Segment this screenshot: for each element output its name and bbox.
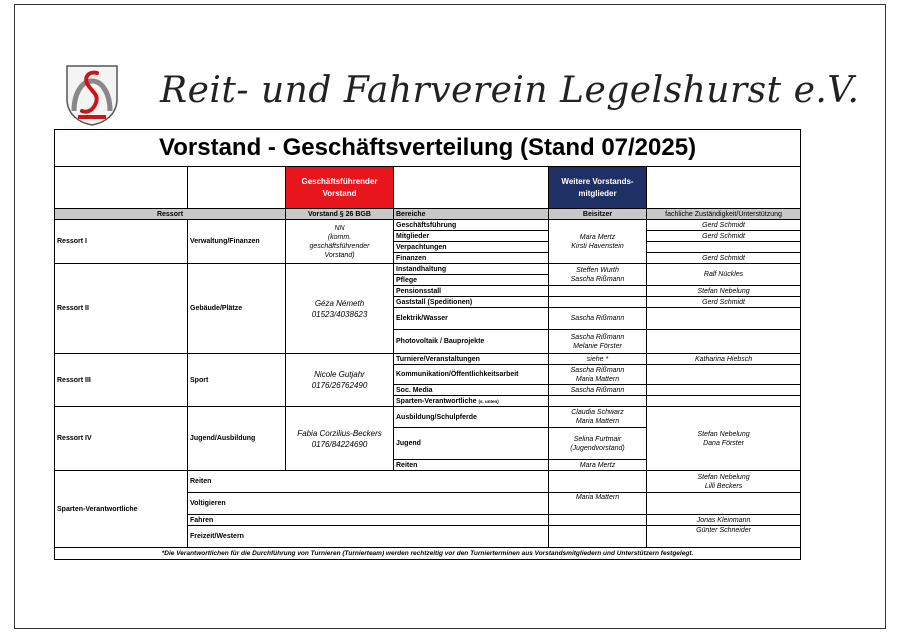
ressort-2-beisitzer: Steffen Wurth Sascha Rißmann [549, 264, 647, 286]
bereich-item: Pensionsstall [394, 286, 549, 297]
bereich-item [394, 396, 549, 407]
bereich-item: Soc. Media [394, 385, 549, 396]
bereich-item: Jugend [394, 428, 549, 460]
bereich-item: Gaststall (Speditionen) [394, 297, 549, 308]
bereich-item: Mitglieder [394, 231, 549, 242]
weitere-header: Weitere Vorstands-mitglieder [549, 167, 647, 209]
ressort-3-name: Ressort III [55, 354, 188, 407]
bereich-item: Geschäftsführung [394, 220, 549, 231]
bereich-item: Reiten [394, 460, 549, 471]
empty-cell [549, 471, 647, 493]
sparte-item: Voltigieren [188, 493, 549, 515]
header-empty-2 [188, 167, 286, 209]
club-crest-icon [64, 63, 120, 127]
empty-cell [549, 286, 647, 297]
col-vorstand: Vorstand § 26 BGB [286, 209, 394, 220]
empty-cell [549, 526, 647, 548]
bereich-item: Verpachtungen [394, 242, 549, 253]
bereich-item: Photovoltaik / Bauprojekte [394, 330, 549, 354]
fach-item: Gerd Schmidt [647, 253, 801, 264]
club-name: Reit- und Fahrverein Legelshurst e.V. [160, 70, 860, 111]
bereich-item: Elektrik/Wasser [394, 308, 549, 330]
sparten-name: Sparten-Verantwortliche [55, 471, 188, 548]
sparte-item: Fahren [188, 515, 549, 526]
ressort-1-area: Verwaltung/Finanzen [188, 220, 286, 264]
col-fachlich: fachliche Zuständigkeit/Unterstützung [647, 209, 801, 220]
col-bereiche: Bereiche [394, 209, 549, 220]
ressort-3-area: Sport [188, 354, 286, 407]
footnote: *Die Verantwortlichen für die Durchführung von Turnieren (Turnierteam) werden rechtzeitig vor den Turnierterminen aus Vorstandsmitgliedern und Unterstützern festgelegt. [55, 548, 801, 560]
fach-item [647, 242, 801, 253]
ressort-1-vorstand: NN (komm. geschäftsführender Vorstand) [286, 220, 394, 264]
fach-item: Günter Schneider [647, 526, 801, 548]
fach-item: Gerd Schmidt [647, 297, 801, 308]
bereich-suffix: (s. unten) [478, 398, 499, 404]
beisitzer-item: Mara Mertz [549, 460, 647, 471]
ressort-2-area: Gebäude/Plätze [188, 264, 286, 354]
sparte-item: Reiten [188, 471, 549, 493]
empty-cell [647, 308, 801, 330]
fach-item: Ralf Nückles [647, 264, 801, 286]
header-empty-1 [55, 167, 188, 209]
ressort-4-vorstand: Fabia Corzilius-Beckers 0176/84224690 [286, 407, 394, 471]
fach-item: Katharina Hiebsch [647, 354, 801, 365]
fach-item: Stefan Nebelung Lilli Beckers [647, 471, 801, 493]
bereich-item: Turniere/Veranstaltungen [394, 354, 549, 365]
beisitzer-item: Sascha Rißmann Maria Mattern [549, 365, 647, 385]
fach-item: Gerd Schmidt [647, 231, 801, 242]
ressort-2-name: Ressort II [55, 264, 188, 354]
ressort-4-area: Jugend/Ausbildung [188, 407, 286, 471]
ressort-1-name: Ressort I [55, 220, 188, 264]
fach-item [647, 493, 801, 515]
beisitzer-item: Claudia Schwarz Maria Mattern [549, 407, 647, 428]
beisitzer-item: Sascha Rißmann [549, 308, 647, 330]
beisitzer-item: Sascha Rißmann [549, 385, 647, 396]
bereich-label: Sparten-Verantwortliche [396, 397, 477, 405]
sparte-item: Freizeit/Western [188, 526, 549, 548]
ressort-4-name: Ressort IV [55, 407, 188, 471]
ressort-1-beisitzer: Mara Mertz Kirsti Havenstein [549, 220, 647, 264]
empty-cell [549, 515, 647, 526]
empty-cell [647, 365, 801, 385]
empty-cell [549, 297, 647, 308]
fach-item: Jonas Kleinmann [647, 515, 801, 526]
col-ressort: Ressort [55, 209, 286, 220]
empty-cell [647, 385, 801, 396]
responsibility-table [54, 129, 801, 560]
empty-cell [647, 396, 801, 407]
fach-item: Stefan Nebelung [647, 286, 801, 297]
bereich-item: Finanzen [394, 253, 549, 264]
ressort-3-vorstand: Nicole Gutjahr 0176/26762490 [286, 354, 394, 407]
bereich-item: Pflege [394, 275, 549, 286]
bereich-item: Ausbildung/Schulpferde [394, 407, 549, 428]
beisitzer-item: Sascha Rißmann Melanie Förster [549, 330, 647, 354]
header-empty-3 [394, 167, 549, 209]
beisitzer-item: Selina Furtmair (Jugendvorstand) [549, 428, 647, 460]
ressort-4-fach: Stefan Nebelung Dana Förster [647, 407, 801, 471]
page-title: Vorstand - Geschäftsverteilung (Stand 07/2025) [55, 130, 801, 167]
bereich-item: Kommunikation/Öffentlichkeitsarbeit [394, 365, 549, 385]
fach-item: Gerd Schmidt [647, 220, 801, 231]
header-empty-4 [647, 167, 801, 209]
beisitzer-item: siehe * [549, 354, 647, 365]
beisitzer-item: Maria Mattern [549, 493, 647, 515]
bereich-item: Instandhaltung [394, 264, 549, 275]
col-beisitzer: Beisitzer [549, 209, 647, 220]
gf-vorstand-header: Geschäftsführender Vorstand [286, 167, 394, 209]
empty-cell [647, 330, 801, 354]
ressort-2-vorstand: Géza Németh 01523/4038623 [286, 264, 394, 354]
empty-cell [549, 396, 647, 407]
